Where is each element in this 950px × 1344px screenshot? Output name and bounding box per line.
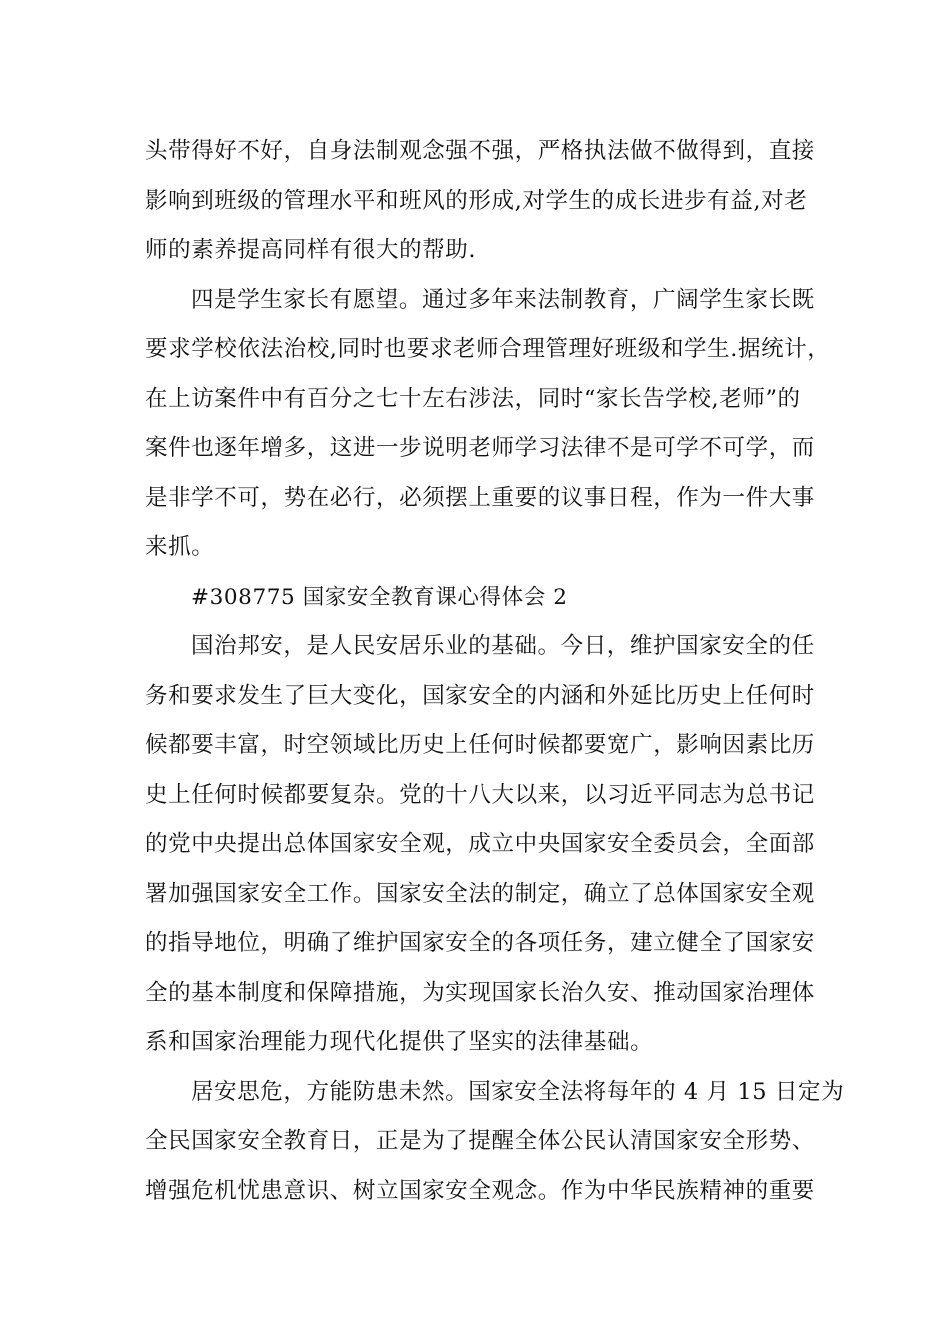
paragraph-line: 全的基本制度和保障措施，为实现国家长治久安、推动国家治理体 [145,979,815,1006]
paragraph-line: 是非学不可，势在必行，必须摆上重要的议事日程，作为一件大事 [145,484,815,511]
paragraph-line: 史上任何时候都要复杂。党的十八大以来，以习近平同志为总书记 [145,781,815,808]
paragraph-line: 要求学校依法治校,同时也要求老师合理管理好班级和学生.据统计， [145,336,831,362]
paragraph-line: 师的素养提高同样有很大的帮助. [145,237,477,263]
paragraph-line: 国治邦安，是人民安居乐业的基础。今日，维护国家安全的任 [191,633,815,659]
paragraph-2 [145,276,831,573]
paragraph-line: 居安思危，方能防患未然。国家安全法将每年的 4 月 15 日定为 [191,1078,845,1105]
paragraph-line: 影响到班级的管理水平和班风的形成,对学生的成长进步有益,对老 [145,187,808,214]
paragraph-3 [145,622,815,1068]
paragraph-line: 全民国家安全教育日，正是为了提醒全体公民认清国家安全形势、 [145,1128,815,1154]
paragraph-4 [145,1068,845,1217]
paragraph-line: 候都要丰富，时空领域比历史上任何时候都要宽广，影响因素比历 [145,732,815,758]
paragraph-line: 来抓。 [145,534,215,560]
paragraph-line: 务和要求发生了巨大变化，国家安全的内涵和外延比历史上任何时 [145,682,815,709]
document-body [145,127,845,1216]
paragraph-line: 的指导地位，明确了维护国家安全的各项任务，建立健全了国家安 [145,930,815,956]
paragraph-line: 四是学生家长有愿望。通过多年来法制教育，广阔学生家长既 [191,286,815,313]
section-heading-text: #308775 国家安全教育课心得体会 2 [191,584,568,610]
paragraph-1 [145,127,815,276]
paragraph-line: 增强危机忧患意识、树立国家安全观念。作为中华民族精神的重要 [145,1177,815,1204]
paragraph-line: 头带得好不好，自身法制观念强不强，严格执法做不做得到，直接 [145,138,815,164]
paragraph-line: 的党中央提出总体国家安全观，成立中央国家安全委员会，全面部 [145,831,815,857]
paragraph-line: 署加强国家安全工作。国家安全法的制定，确立了总体国家安全观 [145,880,815,907]
section-heading [145,573,810,623]
paragraph-line: 案件也逐年增多，这进一步说明老师学习法律不是可学不可学，而 [145,435,815,461]
paragraph-line: 在上访案件中有百分之七十左右涉法，同时“家长告学校,老师”的 [145,385,801,412]
paragraph-line: 系和国家治理能力现代化提供了坚实的法律基础。 [145,1029,654,1055]
